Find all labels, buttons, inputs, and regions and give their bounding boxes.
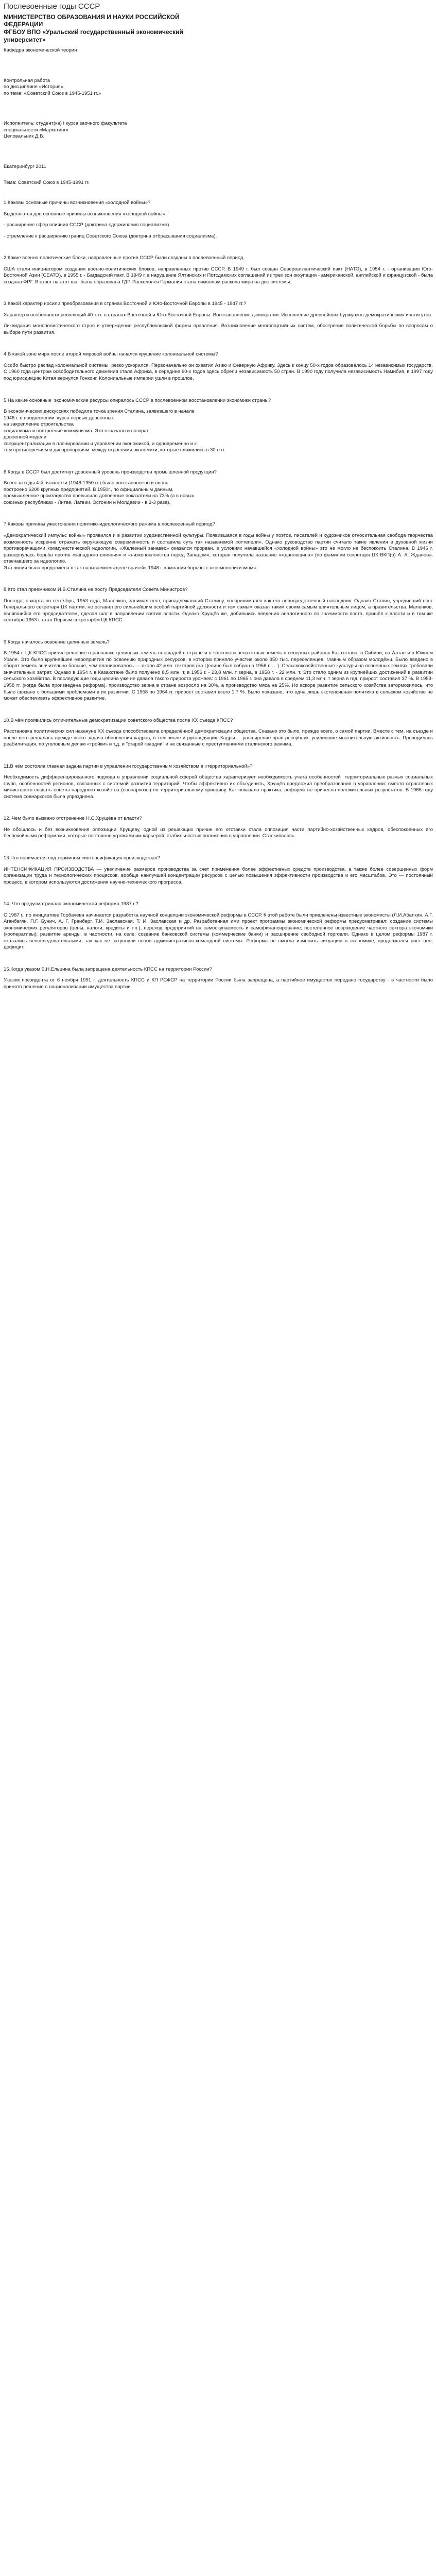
ministry-header bbox=[4, 13, 433, 44]
work-type: Контрольная работа bbox=[4, 77, 50, 83]
header-line: ФГБОУ ВПО «Уральский государственный экономический bbox=[4, 28, 183, 36]
answer-paragraph: Необходимость дифференцированного подхода в управлении социальной сферой общества характеризует необходимость учета особенностей территориальных разных социальных групп, особенностей регионов, связанных с системой развития территорий. Чтобы эффективно их объединить, Хрущёв предложил преобразования в управлении: вместо отраслевых министерств создать советы народного хозяйства (совнархозы) по территориальному принципу. Как показала практика, реформа не принесла положительных результатов. В 1965 году система совнархозов была упразднена. bbox=[4, 774, 434, 800]
question-heading: 6.Когда в СССР был достигнут довоенный уровень производства промышленной продукции? bbox=[4, 469, 217, 475]
answer-paragraph: В экономических дискуссиях победила точка зрения Сталина, заявившего в начале 1946 г. о продолжении курса первых довоенных на закрепление строительства социализма и построение коммунизма. Это означало и возврат довоенной модели сверхцентрализации в планировании и управлении экономикой, и одновременно и к тем противоречиям и диспропорциям между отраслями экономики, которые сложились в 30-е гг. bbox=[4, 409, 226, 453]
header-line: ФЕДЕРАЦИИ bbox=[4, 21, 43, 28]
qa-content bbox=[4, 195, 433, 990]
city-year: Екатеринбург 2011 bbox=[4, 163, 46, 170]
question-heading: 12. Чем было вызвано отстранение Н.С.Хрущёва от власти? bbox=[4, 816, 142, 822]
discipline-line: по дисциплине «История» bbox=[4, 84, 63, 90]
answer-paragraph: В 1954 г. ЦК КПСС принял решение о распашке целинных земель площадей в стране и в частности непахотных земель в северных районах Казахстана, в Сибири, на Алтае и в Южном Урале. Это было крупнейшее мероприятие по освоению природных ресурсов, в котором приняло участие около 350 тыс. переселенцев, главным образом молодёжи. Было введено в оборот земель значительно больше, чем планировалось — около 42 млн. гектаров (на Целине был собран в 1956 г. ... ). Сельскохозяйственные культуры на освоенных землях требовали значительных затрат. Однако в 1954 г. в Казахстане было получено 8,5 млн. т, в 1956 г. - 23,8 млн. т зерна, в 1958 г. - 22 млн. т. Это стало одним из крупнейших достижений в развитии сельского хозяйства. В последующие годы целина уже не давала такого прироста урожаев: с 1961 по 1965 г. она давала в среднем 11,3 млн. т зерна в год, прирост составил 37 %. В 1953-1958 гг. (когда была произведена реформа), производство зерна в стране возросло на 30%, а производство мяса на 25%. Но вскоре развитие сельского хозяйства затормозилось, что было связано с большими проблемами в их развитии. С 1958 по 1964 гг. прирост составил всего 1,7 %. Было показано, что одна лишь экстенсивная политика в сельском хозяйстве не может обеспечивать эффективное развитие. bbox=[4, 650, 434, 702]
author-line: специальности «Маркетинг» bbox=[4, 127, 69, 133]
question-heading: 2.Какие военно-политические блоки, направленные против СССР были созданы в послевоенный период. bbox=[4, 255, 245, 261]
question-heading: 3.Какой характер носили преобразования в странах Восточной и Юго-Восточной Европы в 1945 - 1947 гг.? bbox=[4, 301, 247, 307]
header-line: МИНИСТЕРСТВО ОБРАЗОВАНИЯ И НАУКИ РОССИЙСКОЙ bbox=[4, 13, 180, 21]
answer-paragraph: Ликвидация монополистического строя и утверждение республиканской формы правления. Возникновение многопартийных систем, обострение политической борьбы по вопросам о выборе пути развития. bbox=[4, 323, 434, 335]
answer-paragraph: Особо быстро распад колониальной системы резко ускорился. Первоначально он охватил Азию и Северную Африку. Здесь к концу 50-х годов образовалось 14 независимых государств. С 1960 года центром освободительного движения стала Африка, в середине 60-х годов здесь обрели независимость 50 стран. В 1990 году получила независимость Намибия, в 1997 году под юрисдикцию Китая вернулся Гонконг. Колониальные империи ушли в прошлое. bbox=[4, 362, 434, 381]
answer-paragraph: Полгода, с марта по сентябрь, 1953 года, Маленков, занимал пост, принадлежавший Сталину, воспринимался как его непосредственный наследник. Однако Сталин, учредивший пост Генерального секретаря ЦК партии, не оставил его сильнейшим особой партийной должности и тем самым оказал таким своим самым влиятельным лицом, а правительства. Маленков, являвшийся его председателем, сделал шаг в направлении взятия власти. Однако Хрущёв же, добившись введения аналогичного по значимости поста, пришёл к власти и в том же сентябре 1953 г. стал Первым секретарём ЦК КПСС. bbox=[4, 598, 434, 623]
answer-paragraph: - расширение сфер влияния СССР (доктрина сдерживания социализма) bbox=[4, 222, 169, 228]
answer-paragraph: Указом президента от 6 ноября 1991 г. деятельность КПСС и КП РСФСР на территории России была запрещена, а партийное имущество передано государству - в частности было принято решение о национализации имущества партии. bbox=[4, 977, 434, 990]
topic-line: по теме: «Советский Союз в 1945-1951 гг.» bbox=[4, 90, 101, 96]
answer-paragraph: Характер и особенности революций 40-х гг. в странах Восточной и Юго-Восточной Европы. Восстановление демократии. Исполнение древнейших буржуазно-демократических институтов. bbox=[4, 312, 432, 318]
page-title: Послевоенные годы СССР bbox=[4, 2, 100, 11]
question-heading: 13.Что понимается под термином «интенсификация производства»? bbox=[4, 855, 160, 861]
answer-paragraph: Не обошлось и без возникновения оппозиции Хрущеву, одной из решающих причин его отставки стала оппозиция части партийно-хозяйственных кадров, обеспокоенных его беспокойными реформами, которые постоянно угрожали им карьерой, стабильностью положения в управлении. Сталкивалась. bbox=[4, 826, 434, 839]
answer-paragraph: Выделяются две основные причины возникновения «холодной войны»: bbox=[4, 211, 167, 217]
answer-paragraph: - стремление к расширению границ Советского Союза (доктрина отбрасывания социализма). bbox=[4, 233, 217, 239]
question-heading: 5.На какие основные экономические ресурсы опиралось СССР в послевоенном восстановлении экономики страны? bbox=[4, 397, 271, 403]
question-heading: 1.Каковы основные причины возникновения «холодной войны»? bbox=[4, 200, 151, 206]
question-heading: 9.Когда началось освоение целинных земель? bbox=[4, 639, 110, 645]
department-line: Кафедра экономической теории bbox=[4, 47, 77, 54]
answer-paragraph: «Демократический импульс войны» проявился и в развитии художественной культуры. Появившаяся в годы войны у поэтов, писателей и художников относительная свобода творчества возможность искренне отражать окружающую современность и составила суть так называемой «оттепели». Однако руководство партии считало такие явления в духовной жизни противоречащими коммунистической идеологии. «Железный занавес» оказался прорван, в условиях начавшейся «холодной войны» это не могло не беспокоить Сталина. В 1946 г. развернулась борьба против «западного влияния» и «низкопоклонства перед Западом», которая получила название «ждановщина» (по фамилии секретаря ЦК ВКП(б) А. А. Жданова, отвечавшего за идеологию. Эта линия была продолжена в так называемом «деле врачей» 1948 г. кампании борьбы с «космополитизмом». bbox=[4, 532, 433, 571]
answer-paragraph: Всего за годы 4-й пятилетки (1946-1950 гг.) было восстановлено и вновь построено 6200 крупных предприятий. В 1950г., по официальным данным, промышленное производство превысило довоенные показатели на 73% (а в новых союзных республиках - Литве, Латвии, Эстонии и Молдавии - в 2-3 раза). bbox=[4, 480, 194, 505]
answer-paragraph: Расстановка политических сил накануне XX съезда способствовала определённой демократизации общества. Сказано это было, прежде всего, о самой партии. Вместе с тем, на съезде и после него решалась прежде всего задача обновления кадров, в том числе и руководящих. Кадры ... расширение прав республик, усилившие мыслительную активность. Проводилась реабилитация, по уголовным делам «тройки» и т.д. и "старой гвардии" и не связанные с преступлениями сталинского режима. bbox=[4, 728, 434, 748]
question-heading: 10.В чём проявились отличительные демократизации советского общества после XX съезда КПСС? bbox=[4, 717, 233, 723]
question-heading: 7.Каковы причины ужесточения политико-идеологического режима в послевоенный период? bbox=[4, 521, 215, 528]
theme-line: Тема: Советский Союз в 1945-1991 гг. bbox=[4, 179, 90, 185]
header-line: университет» bbox=[4, 36, 46, 43]
document-page bbox=[0, 0, 436, 996]
question-heading: 4.В какой зоне мира после второй мировой войны начался крушение колониальной системы? bbox=[4, 351, 218, 358]
author-line: Исполнитель: студент(ка) I курса заочного факультета bbox=[4, 121, 127, 127]
question-heading: 11.В чём состояла главная задача партии в управлении государственным хозяйством в «территориальной»? bbox=[4, 763, 253, 769]
answer-paragraph: С 1987 г., по инициативе Горбачева начинается разработка научной концепции экономической реформы в СССР. К этой работе были привлечены известные экономисты (Л.И.Абалкин, А.Г. Аганбегян, П.Г. Бунич, А. Г. Гранберг, Т.И. Заславская, Т. И. Заславская и др. Разработанная ими проект программы экономической реформы предусматривал: создание системы экономических регуляторов (цены, налоги, кредиты и т.п.), переход предприятий на самоокупаемость и самофинансирование; постепенное возрождение частного сектора экономики (кооперативы); развитие аренды, в частности, на селе; создание банковской системы (коммерческие банки) и расширение свободной торговли. Однако в целом реформы 1987 г. оказались непоследовательными, так как не затронули основ административно-командной системы. Реформа не смогла изменить ситуацию в экономике, продолжался рост цен, дефицит. bbox=[4, 912, 434, 951]
question-heading: 15.Когда указом Б.Н.Ельцина была запрещена деятельность КПСС на территории России? bbox=[4, 966, 212, 972]
author-line: Целовальник Д.В. bbox=[4, 133, 45, 140]
author-block bbox=[4, 121, 433, 140]
question-heading: 8.Кто стал преемником И.В.Сталина на посту Председателя Совета Министров? bbox=[4, 587, 188, 593]
question-heading: 14. Что предусматривала экономическая реформа 1987 г.? bbox=[4, 901, 138, 907]
answer-paragraph: ИНТЕНСИФИКАЦИЯ ПРОИЗВОДСТВА — увеличение размеров производства за счет применения более эффективных средств производства, а также более совершенных форм организации труда и технологических процессов, вообще наилучшей концентрации ресурсов с целью повышения эффективности производства и его масштабов. Это — постоянный процесс, в котором используются достижения научно-технического прогресса. bbox=[4, 866, 434, 885]
answer-paragraph: США стали инициатором создания военно-политических блоков, направленных против СССР. В 1949 г. был создан Североатлантический пакт (НАТО), в 1954 г. - организация Юго-Восточной Азии (СЕАТО), в 1955 г. - Багдадский пакт. В 1949 г. в нарушение Ялтинских и Потсдамских соглашений из трех зон оккупации - американской, английской и французской - была создана ФРГ. В ответ на этот шаг была образована ГДР. Раскололся Германия стала символом раскола мира на две системы. bbox=[4, 266, 434, 285]
